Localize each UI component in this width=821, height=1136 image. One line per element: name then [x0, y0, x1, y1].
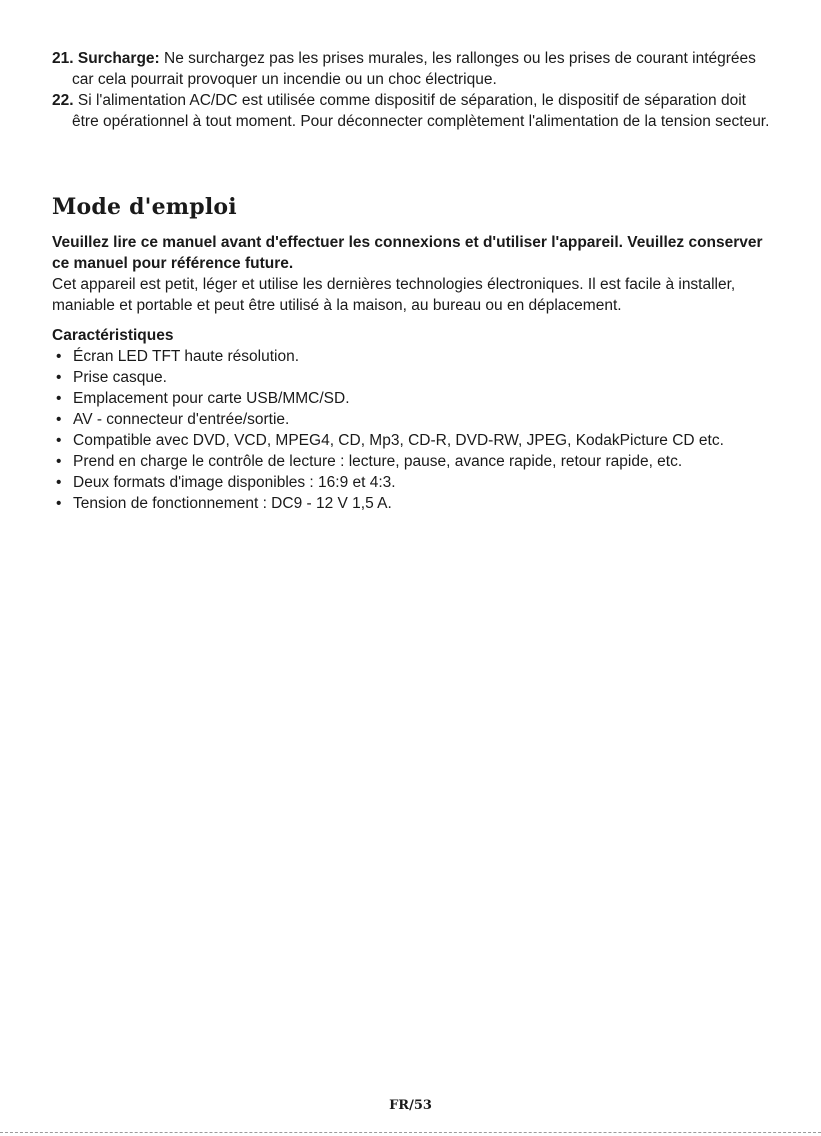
feature-text: AV - connecteur d'entrée/sortie.	[73, 411, 290, 428]
feature-text: Écran LED TFT haute résolution.	[73, 348, 300, 365]
list-item	[52, 367, 772, 388]
item-number: 21.	[52, 50, 74, 67]
bullet-icon: •	[56, 432, 62, 449]
intro-text: Cet appareil est petit, léger et utilise les dernières technologies électroniques. Il est facile à installer, maniable et portable et peut être utilisé à la maison, au bureau ou en déplacement.	[52, 276, 736, 314]
item-text: Ne surchargez pas les prises murales, les rallonges ou les prises de courant intégrées car cela pourrait provoquer un incendie ou un choc électrique.	[72, 50, 756, 88]
intro-bold-text: Veuillez lire ce manuel avant d'effectuer les connexions et d'utiliser l'appareil. Veuillez conserver ce manuel pour référence future.	[52, 234, 763, 272]
bottom-divider	[0, 1132, 821, 1133]
feature-text: Deux formats d'image disponibles : 16:9 et 4:3.	[73, 474, 396, 491]
list-item	[52, 430, 772, 451]
bullet-icon: •	[56, 411, 62, 428]
feature-text: Prise casque.	[73, 369, 167, 386]
item-lead: Surcharge:	[77, 50, 160, 67]
bullet-icon: •	[56, 495, 62, 512]
feature-text: Compatible avec DVD, VCD, MPEG4, CD, Mp3, CD-R, DVD-RW, JPEG, KodakPicture CD etc.	[73, 432, 724, 449]
item-number: 22.	[52, 92, 74, 109]
item-text: Si l'alimentation AC/DC est utilisée comme dispositif de séparation, le dispositif de séparation doit être opérationnel à tout moment. Pour déconnecter complètement l'alimentation de la tension secteur.	[72, 92, 770, 130]
numbered-item-22	[52, 90, 772, 132]
bullet-icon: •	[56, 390, 62, 407]
features-section	[52, 325, 772, 514]
list-item	[52, 451, 772, 472]
safety-numbered-list	[52, 48, 772, 132]
bullet-icon: •	[56, 474, 62, 491]
section-title: Mode d'emploi	[52, 194, 237, 220]
feature-text: Emplacement pour carte USB/MMC/SD.	[73, 390, 350, 407]
feature-text: Prend en charge le contrôle de lecture : lecture, pause, avance rapide, retour rapide, etc.	[73, 453, 683, 470]
list-item	[52, 409, 772, 430]
features-list	[52, 346, 772, 514]
list-item	[52, 472, 772, 493]
intro-block	[52, 232, 772, 316]
list-item	[52, 346, 772, 367]
features-heading: Caractéristiques	[52, 327, 174, 344]
bullet-icon: •	[56, 453, 62, 470]
feature-text: Tension de fonctionnement : DC9 - 12 V 1,5 A.	[73, 495, 392, 512]
page-number: FR/53	[389, 1098, 432, 1113]
bullet-icon: •	[56, 369, 62, 386]
list-item	[52, 388, 772, 409]
numbered-item-21	[52, 48, 772, 90]
bullet-icon: •	[56, 348, 62, 365]
list-item	[52, 493, 772, 514]
